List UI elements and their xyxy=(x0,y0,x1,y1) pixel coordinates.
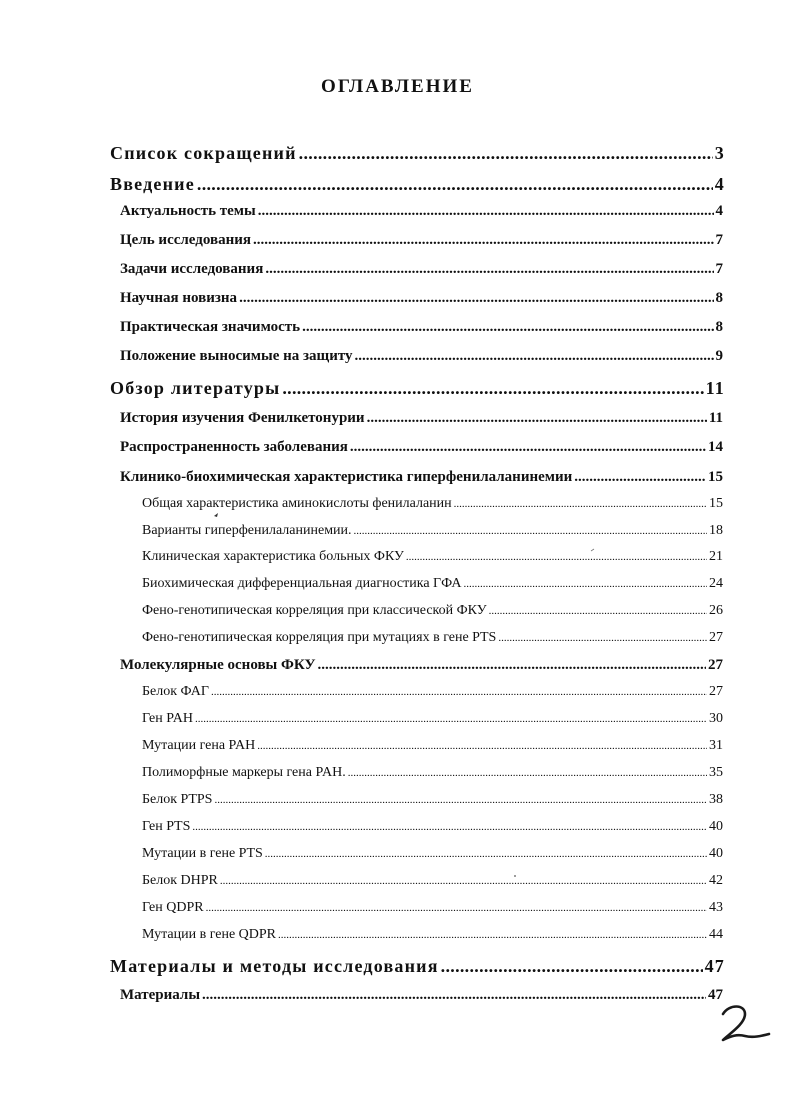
toc-entry xyxy=(120,232,723,249)
toc-entry xyxy=(142,523,723,539)
toc-entry-page-number: 40 xyxy=(709,819,723,834)
toc-dot-leader xyxy=(463,576,707,592)
toc-dot-leader xyxy=(257,738,707,754)
toc-entry-label: Фено-генотипическая корреляция при мутациях в гене PTS xyxy=(142,630,497,645)
toc-entry xyxy=(110,956,725,977)
toc-dot-leader xyxy=(195,711,707,727)
toc-entry-label: Ген PTS xyxy=(142,819,191,834)
toc-entry-page-number: 27 xyxy=(708,657,723,673)
toc-entry xyxy=(142,846,723,862)
toc-dot-leader xyxy=(239,290,713,307)
toc-entry-label: Клиническая характеристика больных ФКУ xyxy=(142,549,404,564)
toc-dot-leader xyxy=(489,603,707,619)
toc-entry-label: Мутации гена PAH xyxy=(142,738,256,753)
toc-entry-label: Обзор литературы xyxy=(110,378,281,398)
toc-entry xyxy=(142,630,723,646)
toc-entry-label: Ген PAH xyxy=(142,711,193,726)
toc-entry-label: Введение xyxy=(110,174,195,194)
toc-entry-label: Мутации в гене QDPR xyxy=(142,927,277,942)
toc-entry-page-number: 30 xyxy=(709,711,723,726)
toc-entry-page-number: 3 xyxy=(714,143,725,163)
toc-entry-label: Цель исследования xyxy=(120,232,251,248)
toc-dot-leader xyxy=(197,174,713,195)
toc-entry-page-number: 31 xyxy=(709,738,723,753)
toc-entry xyxy=(120,657,723,674)
toc-dot-leader xyxy=(498,630,707,646)
toc-entry-label: Задачи исследования xyxy=(120,261,264,277)
toc-entry-label: Практическая значимость xyxy=(120,319,301,335)
toc-entry-label: Материалы и методы исследования xyxy=(110,956,439,976)
toc-dot-leader xyxy=(367,410,707,427)
toc-entry xyxy=(120,319,723,336)
toc-entry-label: Ген QDPR xyxy=(142,900,204,915)
toc-entry-page-number: 11 xyxy=(705,378,725,398)
toc-dot-leader xyxy=(202,987,706,1004)
toc-entry-label: Варианты гиперфенилаланинемии. xyxy=(142,523,352,538)
toc-entry xyxy=(120,410,723,427)
toc-entry-label: Положение выносимые на защиту xyxy=(120,348,353,364)
toc-entry-page-number: 7 xyxy=(715,261,723,277)
toc-dot-leader xyxy=(299,143,713,164)
toc-entry-page-number: 4 xyxy=(715,203,723,219)
toc-dot-leader xyxy=(206,900,707,916)
toc-entry xyxy=(142,684,723,700)
toc-dot-leader xyxy=(454,496,707,512)
toc-entry xyxy=(110,174,725,195)
handwritten-page-number-2 xyxy=(715,1000,775,1050)
toc-entry-label: Клинико-биохимическая характеристика гиперфенилаланинемии xyxy=(120,469,573,485)
page-title: ОГЛАВЛЕНИЕ xyxy=(321,76,474,97)
toc-entry-page-number: 14 xyxy=(708,439,723,455)
toc-dot-leader xyxy=(348,765,707,781)
toc-entry-page-number: 8 xyxy=(715,290,723,306)
toc-entry xyxy=(120,290,723,307)
toc-entry xyxy=(142,819,723,835)
toc-entry xyxy=(120,987,723,1004)
toc-dot-leader xyxy=(265,261,713,278)
toc-entry-label: Мутации в гене PTS xyxy=(142,846,263,861)
toc-entry-page-number: 8 xyxy=(715,319,723,335)
toc-entry xyxy=(142,873,723,889)
toc-dot-leader xyxy=(317,657,706,674)
toc-dot-leader xyxy=(192,819,707,835)
toc-entry xyxy=(120,439,723,456)
toc-entry xyxy=(120,203,723,220)
toc-entry-page-number: 4 xyxy=(714,174,725,194)
toc-entry xyxy=(142,900,723,916)
toc-dot-leader xyxy=(406,549,707,565)
toc-entry-page-number: 27 xyxy=(709,630,723,645)
toc-entry-label: История изучения Фенилкетонурии xyxy=(120,410,365,426)
toc-dot-leader xyxy=(253,232,714,249)
toc-dot-leader xyxy=(574,469,706,486)
toc-dot-leader xyxy=(278,927,707,943)
toc-entry-page-number: 35 xyxy=(709,765,723,780)
toc-entry-label: Молекулярные основы ФКУ xyxy=(120,657,316,673)
toc-entry-page-number: 18 xyxy=(709,523,723,538)
toc-dot-leader xyxy=(265,846,707,862)
toc-entry xyxy=(120,261,723,278)
toc-entry-page-number: 43 xyxy=(709,900,723,915)
toc-entry xyxy=(142,496,723,512)
toc-dot-leader xyxy=(258,203,714,220)
toc-dot-leader xyxy=(354,523,707,539)
toc-entry-label: Список сокращений xyxy=(110,143,297,163)
toc-entry-label: Полиморфные маркеры гена PAH. xyxy=(142,765,346,780)
toc-entry-label: Научная новизна xyxy=(120,290,238,306)
toc-entry xyxy=(142,549,723,565)
toc-entry xyxy=(110,143,725,164)
toc-entry-page-number: 47 xyxy=(704,956,725,976)
toc-entry-label: Белок ФАГ xyxy=(142,684,209,699)
toc-entry-label: Белок DHPR xyxy=(142,873,218,888)
toc-entry-page-number: 24 xyxy=(709,576,723,591)
toc-entry-page-number: 15 xyxy=(708,469,723,485)
toc-dot-leader xyxy=(282,378,703,399)
toc-dot-leader xyxy=(302,319,713,336)
toc-entry xyxy=(142,792,723,808)
toc-entry-label: Белок PTPS xyxy=(142,792,213,807)
toc-entry xyxy=(120,469,723,486)
toc-entry-page-number: 11 xyxy=(708,410,723,426)
toc-entry-label: Материалы xyxy=(120,987,201,1003)
toc-entry-page-number: 42 xyxy=(709,873,723,888)
toc-entry-label: Общая характеристика аминокислоты фенилаланин xyxy=(142,496,452,511)
toc-entry-page-number: 38 xyxy=(709,792,723,807)
toc-entry-label: Распространенность заболевания xyxy=(120,439,348,455)
toc-entry xyxy=(142,576,723,592)
toc-entry-page-number: 44 xyxy=(709,927,723,942)
toc-dot-leader xyxy=(220,873,707,889)
toc-entry-page-number: 21 xyxy=(709,549,723,564)
toc-entry xyxy=(142,603,723,619)
toc-entry xyxy=(142,711,723,727)
toc-entry xyxy=(110,378,725,399)
toc-dot-leader xyxy=(214,792,707,808)
toc-entry-page-number: 15 xyxy=(709,496,723,511)
toc-dot-leader xyxy=(355,348,714,365)
toc-entry-page-number: 7 xyxy=(715,232,723,248)
toc-entry-page-number: 26 xyxy=(709,603,723,618)
toc-dot-leader xyxy=(211,684,707,700)
toc-entry-label: Фено-генотипическая корреляция при классической ФКУ xyxy=(142,603,487,618)
toc-entry xyxy=(120,348,723,365)
toc-entry-page-number: 47 xyxy=(708,987,723,1003)
toc-entry-page-number: 40 xyxy=(709,846,723,861)
toc-dot-leader xyxy=(441,956,703,977)
toc-dot-leader xyxy=(350,439,706,456)
toc-entry-page-number: 27 xyxy=(709,684,723,699)
toc-entry-label: Актуальность темы xyxy=(120,203,256,219)
toc-entry xyxy=(142,927,723,943)
toc-entry xyxy=(142,765,723,781)
toc-entry-page-number: 9 xyxy=(715,348,723,364)
toc-entry xyxy=(142,738,723,754)
toc-entry-label: Биохимическая дифференциальная диагностика ГФА xyxy=(142,576,462,591)
